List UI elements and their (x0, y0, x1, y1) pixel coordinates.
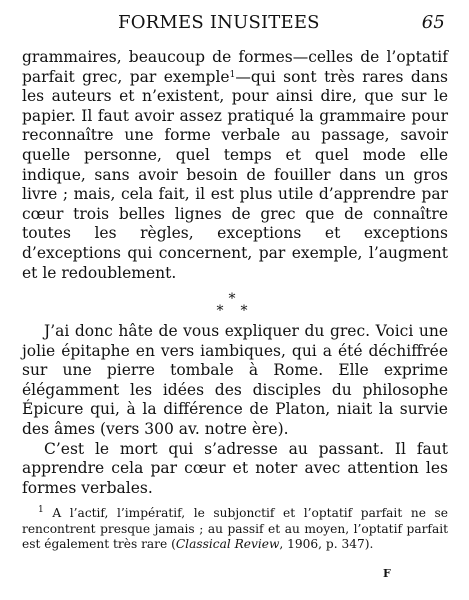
main-text-continued (22, 322, 448, 498)
main-text (22, 48, 448, 283)
paragraph-1 (22, 48, 448, 283)
footnote-text (22, 506, 448, 553)
separator-star: * (240, 303, 248, 319)
footnote-reference: 1 (229, 69, 236, 80)
running-title: FORMES INUSITEES (118, 12, 320, 33)
separator-star: * (228, 291, 236, 307)
footnote-before-reference: A l’actif, l’impératif, le subjonctif et l’optatif parfait ne se rencontrent presque jamais ; au passif et au moyen, l’optatif parfait est également très rare ( (22, 506, 448, 552)
section-separator (0, 292, 469, 320)
separator-star: * (216, 303, 224, 319)
signature-mark: F (383, 567, 391, 580)
running-header (22, 12, 448, 38)
paragraph-3: C’est le mort qui s’adresse au passant. Il faut apprendre cela par cœur et noter avec attention les formes verbales. (22, 439, 448, 497)
paragraph-1-before-note: grammaires, beaucoup de formes—celles de l’optatif parfait grec, par exemple (22, 48, 448, 86)
footnote (22, 506, 448, 553)
footnote-after-reference: , 1906, p. 347). (279, 537, 374, 552)
page-number: 65 (421, 12, 445, 33)
journal-title: Classical Review (175, 537, 280, 552)
paragraph-2: J’ai donc hâte de vous expliquer du grec. Voici une jolie épitaphe en vers iambiques, qui a été déchiffrée sur une pierre tombale à Rome. Elle exprime élégamment les idées des disciples du philosophe Épicure qui, à la différence de Platon, niait la survie des âmes (vers 300 av. notre ère). (22, 322, 448, 438)
footnote-number: 1 (38, 505, 44, 515)
paragraph-1-after-note: —qui sont très rares dans les auteurs et n’existent, pour ainsi dire, que sur le papier. Il faut avoir assez pratiqué la grammaire pour reconnaître une forme verbale au passage, savoir quelle personne, quel temps et quel mode elle indique, sans avoir besoin de fouiller dans un gros livre ; mais, cela fait, il est plus utile d’apprendre par cœur trois belles lignes de grec que de connaître toutes les règles, exceptions et exceptions d’exceptions qui concernent, par exemple, l’augment et le redoublement. (22, 67, 449, 282)
